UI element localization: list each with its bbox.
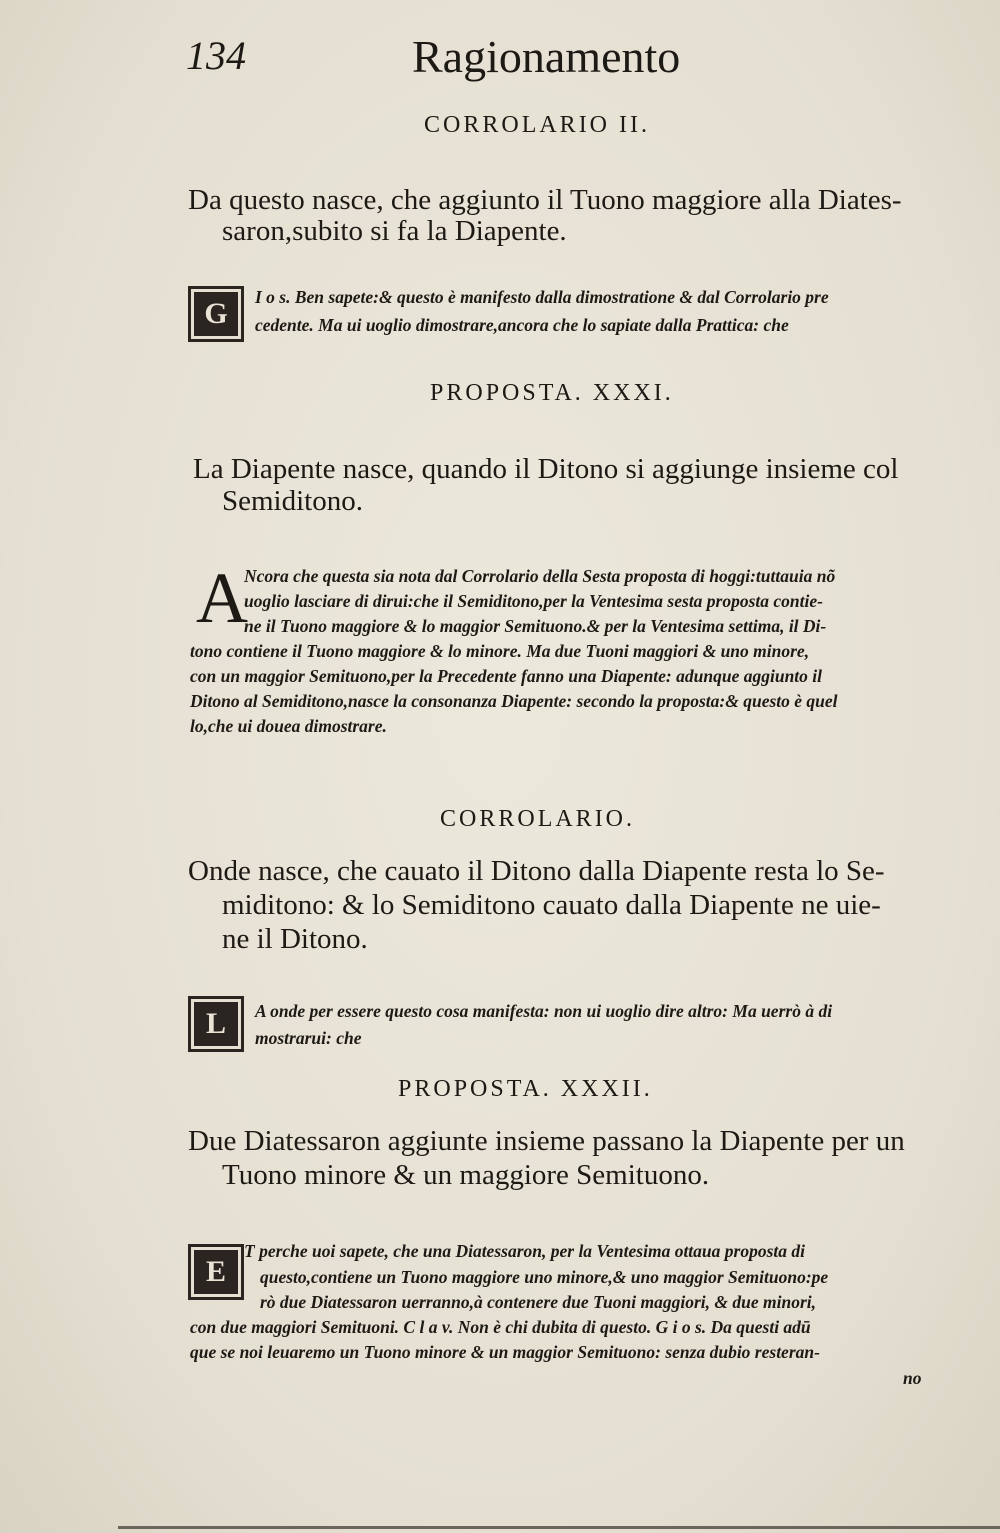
page-number: 134 bbox=[186, 33, 246, 78]
proof-31-line-3: ne il Tuono maggiore & lo maggior Semituono.& per la Ventesima settima, il Di- bbox=[244, 616, 827, 636]
dialogue-1-line-1: I o s. Ben sapete:& questo è manifesto dalla dimostratione & dal Corrolario pre bbox=[255, 287, 829, 307]
corollary-line-1: Onde nasce, che cauato il Ditono dalla Diapente resta lo Se- bbox=[188, 855, 885, 887]
decorated-initial-l: L bbox=[188, 996, 244, 1052]
proof-31-line-5: con un maggior Semituono,per la Precedente fanno una Diapente: adunque aggiunto il bbox=[190, 666, 823, 686]
corollary-line-3: ne il Ditono. bbox=[222, 923, 368, 955]
proposition-31-heading: PROPOSTA. XXXI. bbox=[430, 380, 674, 406]
corollary-2-heading: CORROLARIO II. bbox=[424, 112, 650, 138]
dialogue-2-line-2: mostrarui: che bbox=[255, 1028, 362, 1048]
proof-31-line-1: Ncora che questa sia nota dal Corrolario della Sesta proposta di hoggi:tuttauia nõ bbox=[244, 566, 836, 586]
page-bottom-edge bbox=[118, 1526, 1000, 1529]
proposition-32-line-2: Tuono minore & un maggiore Semituono. bbox=[222, 1159, 710, 1191]
proof-32-line-2: questo,contiene un Tuono maggiore uno minore,& uno maggior Semituono:pe bbox=[260, 1267, 829, 1287]
proof-32-line-5: que se noi leuaremo un Tuono minore & un maggior Semituono: senza dubio resteran- bbox=[190, 1342, 820, 1362]
dialogue-1-line-2: cedente. Ma ui uoglio dimostrare,ancora che lo sapiate dalla Prattica: che bbox=[255, 315, 789, 335]
proposition-31-line-1: La Diapente nasce, quando il Ditono si aggiunge insieme col bbox=[193, 453, 899, 485]
corollary-2-line-2: saron,subito si fa la Diapente. bbox=[222, 215, 567, 247]
decorated-initial-g: G bbox=[188, 286, 244, 342]
proof-31-line-4: tono contiene il Tuono maggiore & lo minore. Ma due Tuoni maggiori & uno minore, bbox=[190, 641, 810, 661]
proposition-32-line-1: Due Diatessaron aggiunte insieme passano la Diapente per un bbox=[188, 1125, 905, 1157]
proof-32-line-4: con due maggiori Semituoni. C l a v. Non è chi dubita di questo. G i o s. Da questi adū bbox=[190, 1317, 811, 1337]
dialogue-2-line-1: A onde per essere questo cosa manifesta: non ui uoglio dire altro: Ma uerrò à di bbox=[255, 1001, 833, 1021]
corollary-line-2: miditono: & lo Semiditono cauato dalla Diapente ne uie- bbox=[222, 889, 881, 921]
proof-31-line-6: Ditono al Semiditono,nasce la consonanza Diapente: secondo la proposta:& questo è quel bbox=[190, 691, 838, 711]
proof-31-line-7: lo,che ui douea dimostrare. bbox=[190, 716, 387, 736]
proof-32-line-3: rò due Diatessaron uerranno,à contenere due Tuoni maggiori, & due minori, bbox=[260, 1292, 817, 1312]
corollary-2-line-1: Da questo nasce, che aggiunto il Tuono maggiore alla Diates- bbox=[188, 184, 902, 216]
corollary-heading: CORROLARIO. bbox=[440, 806, 636, 832]
decorated-initial-e: E bbox=[188, 1244, 244, 1300]
catchword: no bbox=[903, 1368, 922, 1388]
running-title: Ragionamento bbox=[412, 31, 681, 82]
proposition-31-line-2: Semiditono. bbox=[222, 485, 363, 517]
proposition-32-heading: PROPOSTA. XXXII. bbox=[398, 1076, 653, 1102]
drop-cap-a: A bbox=[196, 558, 248, 638]
proof-31-line-2: uoglio lasciare di dirui:che il Semiditono,per la Ventesima sesta proposta contie- bbox=[244, 591, 823, 611]
proof-32-line-1: T perche uoi sapete, che una Diatessaron, per la Ventesima ottaua proposta di bbox=[244, 1241, 805, 1261]
